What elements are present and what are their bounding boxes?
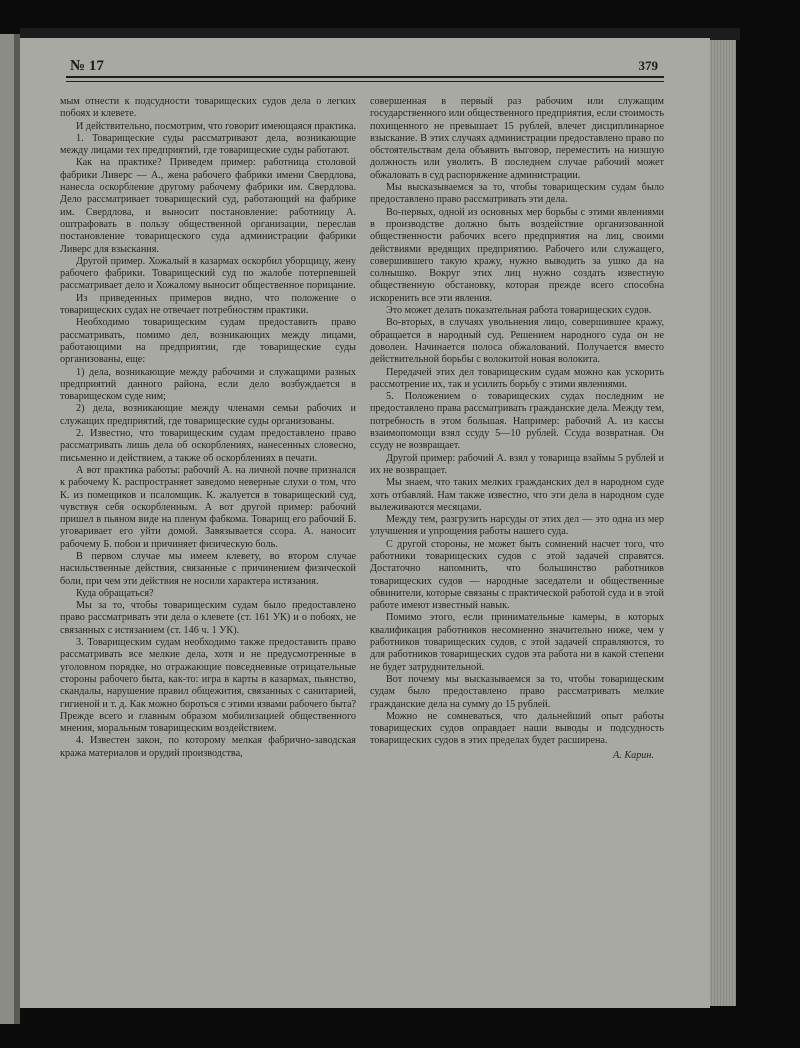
- paragraph: 4. Известен закон, по которому мелкая фабрично-заводская кража материалов и орудий производства,: [60, 735, 356, 759]
- paragraph: Во-вторых, в случаях увольнения лицо, совершившее кражу, обращается в народный суд. Решением народного суда он не доволен. Начинается полоса обжалований. Получается вместо действительной борьбы с волокитой новая волокита.: [370, 317, 664, 366]
- paragraph: Другой пример: рабочий А. взял у товарища взаймы 5 рублей и их не возвращает.: [370, 452, 664, 476]
- paragraph: С другой стороны, не может быть сомнений насчет того, что работники товарищеских судов с этой задачей справятся. Достаточно напомнить, что большинство работников товарищеских судов — народные заседатели и общественные обвинители, которые связаны с практической работой суда и в этой работе имеют известный навык.: [370, 538, 664, 612]
- paragraph: Передачей этих дел товарищеским судам можно как ускорить рассмотрение их, так и усилить борьбу с этими явлениями.: [370, 366, 664, 390]
- left-column: [60, 96, 356, 760]
- paragraph: В первом случае мы имеем клевету, во втором случае насильственные действия, связанные с причинением физической боли, при чем эти действия не носили характера истязания.: [60, 550, 356, 587]
- paragraph: Другой пример. Хожалый в казармах оскорбил уборщицу, жену рабочего фабрики. Товарищеский суд по жалобе потерпевшей рассматривает дело и Хожалому выносит общественное порицание.: [60, 255, 356, 292]
- paragraph: Помимо этого, если принимательные камеры, в которых квалификация работников несомненно значительно ниже, чем у работников товарищеских судов, с этой задачей справляются, то для работников товарищеских судов эта работа ни в какой степени не будет затруднительной.: [370, 612, 664, 673]
- page-header: [66, 56, 664, 86]
- issue-number: № 17: [70, 58, 104, 74]
- paragraph: Куда обращаться?: [76, 587, 154, 599]
- paragraph: мым отнести к подсудности товарищеских судов дела о легких побоях и клевете.: [60, 96, 356, 120]
- paragraph: Это может делать показательная работа товарищеских судов.: [386, 305, 652, 317]
- paragraph: И действительно, посмотрим, что говорит имеющаяся практика.: [76, 120, 356, 132]
- page-edges-stack: [706, 40, 736, 1006]
- paragraph: Мы высказываемся за то, чтобы товарищеским судам было предоставлено право рассматривать эти дела.: [370, 182, 664, 206]
- paragraph: 1) дела, возникающие между рабочими и служащими разных предприятий данного района, если дело возбуждается в товарищеском суде ним;: [60, 366, 356, 403]
- paragraph: Мы знаем, что таких мелких гражданских дел в народном суде хоть отбавляй. Нам также известно, что эти дела в народном суде вылеживаются месяцами.: [370, 477, 664, 513]
- paragraph: Во-первых, одной из основных мер борьбы с этими явлениями в производстве должно быть воздействие организованной общественности рабочих всего предприятия на лиц, своими действиями вредящих предприятию. Рабочего или служащего, совершившего такую кражу, нужно выводить за ушко да на солнышко. Вокруг этих лиц нужно создать известную общественную обстановку, которая прежде всего способна искоренить все эти явления.: [370, 206, 664, 304]
- right-column: [370, 96, 664, 762]
- header-rule-thick: [66, 76, 664, 78]
- header-rule-thin: [66, 81, 664, 82]
- paragraph: 2) дела, возникающие между членами семьи рабочих и служащих предприятий, где товарищеские суды организованы.: [60, 403, 356, 427]
- paragraph: Из приведенных примеров видно, что положение о товарищеских судах не отвечает потребностям практики.: [60, 292, 356, 317]
- paragraph: 2. Известно, что товарищеским судам предоставлено право рассматривать лишь дела об оскорблениях, нанесенных словесно, письменно и действием, а также об оскорблениях в печати.: [60, 428, 356, 464]
- paragraph: Необходимо товарищеским судам предоставить право рассматривать, помимо дел, возникающих между лицами, работающими на предприятии, где товарищеские суды организованы, еще:: [60, 317, 356, 366]
- paragraph: 3. Товарищеским судам необходимо также предоставить право рассматривать все мелкие дела, хотя и не предусмотренные в уголовном порядке, но отражающие повседневные отрицательные стороны рабочего быта, как-то: игра в карты в казармах, пьянство, скандалы, нарушение правил общежития, связанных с санитарией, гигиеной и т. д. Как можно бороться с этими язвами рабочего быта? Прежде всего и главным образом мобилизацией общественного мнения, моральным товарищеским воздействием.: [60, 637, 356, 735]
- paragraph: Вот почему мы высказываемся за то, чтобы товарищеским судам было предоставлено право рассматривать мелкие гражданские дела на сумму до 15 рублей.: [370, 673, 664, 710]
- paragraph: 1. Товарищеские суды рассматривают дела, возникающие между лицами тех предприятий, где товарищеские суды работают.: [60, 132, 356, 157]
- paragraph: Можно не сомневаться, что дальнейший опыт работы товарищеских судов оправдает наши выводы и подсудность товарищеских судов в этих пределах будет расширена.: [370, 710, 664, 747]
- paragraph: Как на практике? Приведем пример: работница столовой фабрики Ливерс — А., жена рабочего фабрики имени Свердлова, нанесла оскорбление другому рабочему фабрики им. Свердлова. Дело рассматривает товарищеский суд, работающий на фабрике им. Свердлова, и выносит постановление: работницу А. оштрафовать в пользу общественной организации, переслав постановление товарищеского суда администрации фабрики Ливерс для взыскания.: [60, 157, 356, 255]
- paragraph: Между тем, разгрузить нарсуды от этих дел — это одна из мер улучшения и упрощения работы нашего суда.: [370, 514, 664, 538]
- paragraph: 5. Положением о товарищеских судах последним не предоставлено права рассматривать гражданские дела. Между тем, потребность в этом большая. Например: рабочий А. из кассы взаимопомощи взял ссуду 5—10 рублей. Ссуда возвратная. Он ссуду не возвращает.: [370, 391, 664, 452]
- paragraph: А вот практика работы: рабочий А. на личной почве признался к рабочему К. распространяет заведомо неверные слухи о том, что К. из помещиков и псаломщик. К. жалуется в товарищеский суд, чувствуя себя оскорбленным. А вот другой пример: рабочий пришел в пьяном виде на пленум фабкома. Товарищ его рабочий Б. уговаривает его уйти домой. Завязывается ссора. А. наносит рабочему Б. побои и причиняет физическую боль.: [60, 464, 356, 550]
- paragraph: Мы за то, чтобы товарищеским судам было предоставлено право рассматривать эти дела о клевете (ст. 161 УК) и о побоях, не связанных с истязанием (ст. 146 ч. 1 УК).: [60, 600, 356, 636]
- page-number: 379: [638, 58, 658, 73]
- paragraph: совершенная в первый раз рабочим или служащим государственного или общественного предприятия, если стоимость похищенного не превышает 15 рублей, влечет дисциплинарное взыскание. В этих случаях администрации предоставлено право по обстоятельствам дела объявить выговор, переместить на низшую должность или уволить. В последнем случае рабочий может обжаловать в суд распоряжение администрации.: [370, 96, 664, 181]
- author-signature: А. Карин.: [613, 749, 654, 761]
